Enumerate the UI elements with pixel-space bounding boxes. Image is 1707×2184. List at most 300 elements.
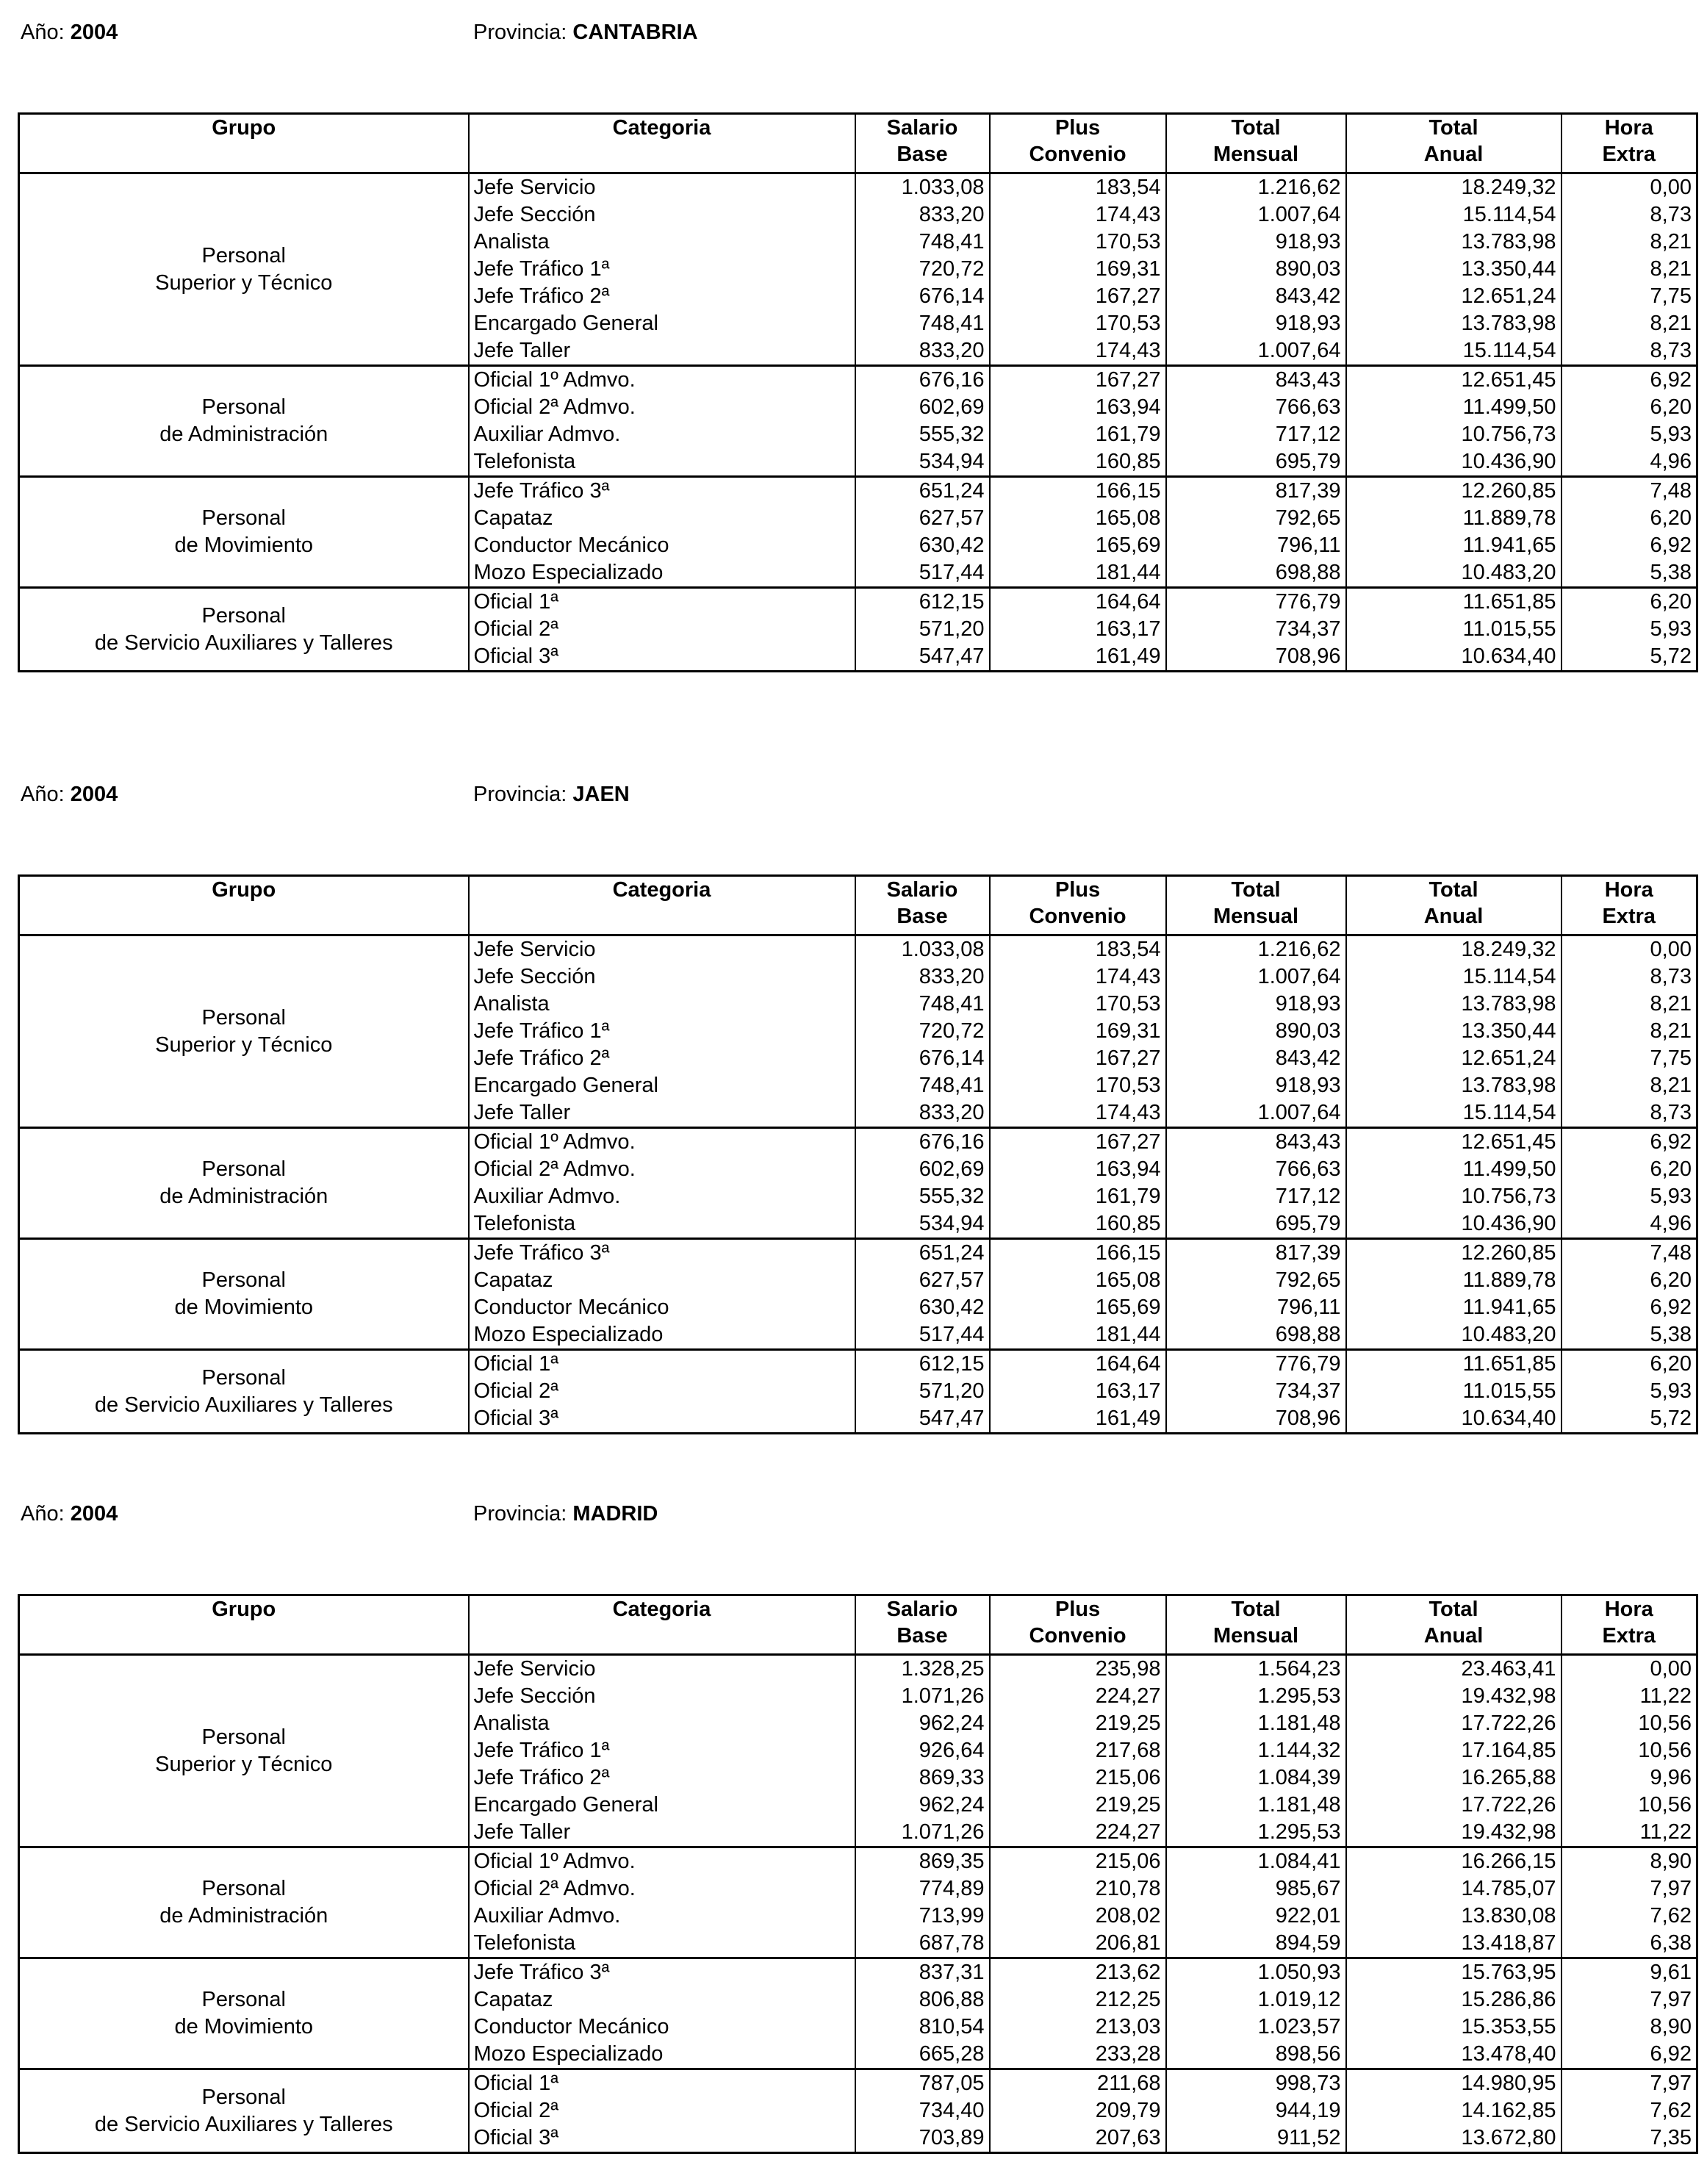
value-cell-sb: 833,20	[855, 1099, 990, 1128]
value-cell-ta: 15.114,54	[1346, 201, 1562, 229]
category-cell: Auxiliar Admvo.	[473, 1185, 621, 1208]
value-cell-tm: 1.181,48	[1166, 1792, 1346, 1819]
value-cell-pc: 167,27	[990, 1128, 1166, 1157]
value-cell-tm: 817,39	[1166, 1239, 1346, 1268]
category-cell: Oficial 2ª Admvo.	[473, 1877, 636, 1900]
value-cell-tm: 918,93	[1166, 229, 1346, 256]
value-cell-ta: 15.114,54	[1346, 963, 1562, 991]
value-cell-ta: 19.432,98	[1346, 1819, 1562, 1847]
year-value: 2004	[70, 1502, 118, 1526]
value-cell-he: 5,38	[1562, 559, 1697, 588]
value-cell-tm: 843,42	[1166, 283, 1346, 310]
value-cell-tm: 843,43	[1166, 1128, 1346, 1157]
value-cell-pc: 170,53	[990, 991, 1166, 1018]
category-cell: Encargado General	[473, 1074, 658, 1097]
value-cell-sb: 517,44	[855, 559, 990, 588]
value-cell-pc: 165,69	[990, 532, 1166, 559]
value-cell-ta: 17.164,85	[1346, 1737, 1562, 1764]
column-header	[1346, 1595, 1562, 1655]
group-cell	[19, 588, 469, 672]
value-cell-tm: 766,63	[1166, 1156, 1346, 1183]
value-cell-ta: 11.015,55	[1346, 1378, 1562, 1405]
table-row	[19, 1239, 1697, 1268]
value-cell-pc: 163,17	[990, 1378, 1166, 1405]
value-cell-pc: 224,27	[990, 1819, 1166, 1847]
column-header-line2: Extra	[1602, 905, 1656, 928]
value-cell-pc: 170,53	[990, 229, 1166, 256]
value-cell-he: 0,00	[1562, 935, 1697, 964]
value-cell-tm: 1.019,12	[1166, 1986, 1346, 2014]
value-cell-sb: 676,16	[855, 1128, 990, 1157]
group-name-line1: Personal	[201, 1365, 286, 1390]
value-cell-he: 7,75	[1562, 283, 1697, 310]
category-cell: Telefonista	[473, 1212, 576, 1235]
category-cell: Jefe Taller	[473, 339, 571, 362]
column-header	[469, 876, 855, 935]
category-cell: Jefe Tráfico 3ª	[469, 1958, 855, 1987]
value-cell-he: 5,72	[1562, 1405, 1697, 1434]
value-cell-he: 7,48	[1562, 477, 1697, 506]
value-cell-ta: 10.436,90	[1346, 1210, 1562, 1239]
value-cell-sb: 962,24	[855, 1710, 990, 1737]
column-header-line1: Total	[1429, 1598, 1478, 1621]
group-cell	[19, 1655, 469, 1847]
value-cell-pc: 170,53	[990, 310, 1166, 337]
category-cell: Jefe Servicio	[469, 173, 855, 202]
value-cell-pc: 206,81	[990, 1930, 1166, 1958]
table-row	[19, 173, 1697, 202]
value-cell-ta: 18.249,32	[1346, 935, 1562, 964]
value-cell-tm: 792,65	[1166, 1267, 1346, 1294]
group-name-line2: de Servicio Auxiliares y Talleres	[94, 1393, 393, 1417]
value-cell-tm: 796,11	[1166, 532, 1346, 559]
value-cell-sb: 833,20	[855, 201, 990, 229]
value-cell-pc: 233,28	[990, 2041, 1166, 2069]
value-cell-sb: 602,69	[855, 394, 990, 421]
value-cell-tm: 776,79	[1166, 588, 1346, 617]
group-name-line1: Personal	[201, 1877, 286, 1900]
category-cell: Jefe Tráfico 3ª	[469, 477, 855, 506]
column-header-line1: Plus	[1054, 878, 1101, 902]
table-row	[19, 935, 1697, 964]
column-header-line1: Plus	[1054, 116, 1101, 140]
value-cell-he: 6,92	[1562, 532, 1697, 559]
value-cell-pc: 161,49	[990, 1405, 1166, 1434]
value-cell-ta: 11.015,55	[1346, 616, 1562, 643]
table-row	[19, 366, 1697, 395]
value-cell-tm: 890,03	[1166, 1018, 1346, 1045]
column-header-line1: Grupo	[212, 116, 276, 140]
value-cell-tm: 1.007,64	[1166, 337, 1346, 366]
value-cell-ta: 13.418,87	[1346, 1930, 1562, 1958]
category-cell: Oficial 2ª	[473, 1379, 558, 1403]
value-cell-he: 6,20	[1562, 394, 1697, 421]
section-header	[0, 783, 1707, 812]
category-cell: Oficial 3ª	[473, 644, 558, 668]
value-cell-ta: 10.483,20	[1346, 559, 1562, 588]
value-cell-sb: 962,24	[855, 1792, 990, 1819]
value-cell-pc: 163,17	[990, 616, 1166, 643]
column-header-line2: Mensual	[1212, 1624, 1299, 1648]
value-cell-ta: 11.889,78	[1346, 505, 1562, 532]
category-cell: Conductor Mecánico	[473, 1296, 669, 1319]
year-field	[21, 21, 118, 45]
value-cell-pc: 183,54	[990, 173, 1166, 202]
value-cell-he: 8,73	[1562, 337, 1697, 366]
table-header-row	[19, 114, 1697, 173]
column-header-line1: Categoria	[612, 1598, 711, 1621]
group-name-line2: de Movimiento	[174, 1296, 314, 1319]
value-cell-he: 8,21	[1562, 991, 1697, 1018]
table-row	[19, 1847, 1697, 1876]
value-cell-pc: 165,08	[990, 1267, 1166, 1294]
value-cell-sb: 734,40	[855, 2097, 990, 2124]
value-cell-tm: 911,52	[1166, 2124, 1346, 2153]
value-cell-sb: 1.033,08	[855, 935, 990, 964]
value-cell-he: 4,96	[1562, 448, 1697, 477]
group-cell	[19, 1239, 469, 1350]
category-cell: Oficial 3ª	[473, 2126, 558, 2149]
column-header-line2: Convenio	[1029, 905, 1126, 928]
table-row	[19, 1958, 1697, 1987]
value-cell-ta: 10.756,73	[1346, 421, 1562, 448]
category-cell: Jefe Servicio	[469, 935, 855, 964]
value-cell-pc: 174,43	[990, 1099, 1166, 1128]
group-cell	[19, 1128, 469, 1239]
value-cell-pc: 161,79	[990, 421, 1166, 448]
value-cell-sb: 627,57	[855, 1267, 990, 1294]
value-cell-pc: 219,25	[990, 1710, 1166, 1737]
value-cell-he: 7,97	[1562, 2069, 1697, 2098]
value-cell-tm: 695,79	[1166, 1210, 1346, 1239]
value-cell-pc: 166,15	[990, 477, 1166, 506]
value-cell-sb: 571,20	[855, 616, 990, 643]
value-cell-pc: 217,68	[990, 1737, 1166, 1764]
value-cell-pc: 163,94	[990, 1156, 1166, 1183]
value-cell-pc: 212,25	[990, 1986, 1166, 2014]
column-header-line1: Plus	[1054, 1598, 1101, 1621]
value-cell-sb: 612,15	[855, 588, 990, 617]
value-cell-pc: 181,44	[990, 1321, 1166, 1350]
province-name: CANTABRIA	[572, 21, 698, 44]
category-cell: Jefe Sección	[473, 1684, 596, 1708]
value-cell-he: 8,21	[1562, 1072, 1697, 1099]
category-cell: Jefe Taller	[473, 1820, 571, 1844]
year-value: 2004	[70, 783, 118, 806]
value-cell-he: 5,93	[1562, 616, 1697, 643]
category-cell: Auxiliar Admvo.	[473, 423, 621, 446]
value-cell-tm: 918,93	[1166, 991, 1346, 1018]
value-cell-ta: 13.783,98	[1346, 229, 1562, 256]
value-cell-tm: 776,79	[1166, 1350, 1346, 1379]
value-cell-he: 0,00	[1562, 1655, 1697, 1684]
group-name-line1: Personal	[201, 1268, 286, 1292]
column-header-line1: Grupo	[212, 878, 276, 902]
value-cell-ta: 14.162,85	[1346, 2097, 1562, 2124]
value-cell-ta: 12.651,24	[1346, 1045, 1562, 1072]
year-label: Año:	[21, 783, 65, 806]
value-cell-sb: 806,88	[855, 1986, 990, 2014]
category-cell: Analista	[473, 230, 550, 254]
value-cell-he: 10,56	[1562, 1737, 1697, 1764]
category-cell: Oficial 2ª	[473, 617, 558, 641]
group-name-line2: Superior y Técnico	[155, 1752, 333, 1776]
group-name-line1: Personal	[201, 2085, 286, 2109]
value-cell-sb: 602,69	[855, 1156, 990, 1183]
column-header-line1: Hora	[1604, 878, 1653, 902]
category-cell: Encargado General	[473, 312, 658, 335]
year-label: Año:	[21, 21, 65, 44]
value-cell-ta: 19.432,98	[1346, 1683, 1562, 1710]
value-cell-sb: 676,14	[855, 1045, 990, 1072]
value-cell-pc: 165,08	[990, 505, 1166, 532]
value-cell-tm: 717,12	[1166, 421, 1346, 448]
table-row	[19, 2069, 1697, 2098]
value-cell-pc: 213,03	[990, 2014, 1166, 2041]
group-name-line2: de Movimiento	[174, 2015, 314, 2038]
value-cell-he: 7,62	[1562, 2097, 1697, 2124]
value-cell-ta: 15.114,54	[1346, 1099, 1562, 1128]
value-cell-he: 8,90	[1562, 1847, 1697, 1876]
value-cell-he: 8,73	[1562, 963, 1697, 991]
value-cell-pc: 235,98	[990, 1655, 1166, 1684]
value-cell-he: 11,22	[1562, 1819, 1697, 1847]
salary-table	[18, 874, 1698, 1434]
column-header	[1166, 114, 1346, 173]
table-row	[19, 1655, 1697, 1684]
value-cell-he: 10,56	[1562, 1792, 1697, 1819]
value-cell-he: 7,75	[1562, 1045, 1697, 1072]
value-cell-sb: 651,24	[855, 1239, 990, 1268]
value-cell-sb: 676,16	[855, 366, 990, 395]
value-cell-pc: 208,02	[990, 1903, 1166, 1930]
value-cell-pc: 174,43	[990, 963, 1166, 991]
value-cell-sb: 720,72	[855, 1018, 990, 1045]
group-name-line2: de Servicio Auxiliares y Talleres	[94, 631, 393, 655]
value-cell-he: 6,20	[1562, 1156, 1697, 1183]
column-header	[19, 876, 469, 935]
value-cell-ta: 11.499,50	[1346, 394, 1562, 421]
value-cell-sb: 837,31	[855, 1958, 990, 1987]
column-header	[1166, 876, 1346, 935]
value-cell-ta: 13.478,40	[1346, 2041, 1562, 2069]
value-cell-ta: 14.980,95	[1346, 2069, 1562, 2098]
value-cell-he: 6,20	[1562, 588, 1697, 617]
category-cell: Oficial 2ª Admvo.	[473, 1157, 636, 1181]
column-header	[1562, 876, 1697, 935]
province-label: Provincia:	[473, 21, 567, 44]
value-cell-pc: 174,43	[990, 337, 1166, 366]
value-cell-sb: 1.071,26	[855, 1683, 990, 1710]
year-value: 2004	[70, 21, 118, 44]
value-cell-pc: 167,27	[990, 1045, 1166, 1072]
value-cell-ta: 13.783,98	[1346, 991, 1562, 1018]
value-cell-tm: 843,43	[1166, 366, 1346, 395]
value-cell-tm: 998,73	[1166, 2069, 1346, 2098]
value-cell-he: 5,93	[1562, 421, 1697, 448]
value-cell-pc: 209,79	[990, 2097, 1166, 2124]
value-cell-tm: 843,42	[1166, 1045, 1346, 1072]
category-cell: Mozo Especializado	[473, 2042, 664, 2066]
value-cell-sb: 517,44	[855, 1321, 990, 1350]
group-name-line2: de Administración	[159, 423, 328, 446]
value-cell-ta: 15.353,55	[1346, 2014, 1562, 2041]
value-cell-ta: 13.783,98	[1346, 310, 1562, 337]
province-label: Provincia:	[473, 1502, 567, 1526]
value-cell-he: 7,62	[1562, 1903, 1697, 1930]
value-cell-tm: 985,67	[1166, 1875, 1346, 1903]
value-cell-tm: 1.050,93	[1166, 1958, 1346, 1987]
value-cell-ta: 12.651,24	[1346, 283, 1562, 310]
group-cell	[19, 1847, 469, 1958]
category-cell: Jefe Tráfico 2ª	[473, 284, 610, 308]
column-header	[1562, 114, 1697, 173]
value-cell-tm: 695,79	[1166, 448, 1346, 477]
value-cell-he: 8,21	[1562, 256, 1697, 283]
value-cell-ta: 12.260,85	[1346, 1239, 1562, 1268]
column-header-line1: Total	[1429, 116, 1478, 140]
province-field	[473, 1502, 658, 1526]
value-cell-pc: 160,85	[990, 1210, 1166, 1239]
value-cell-he: 5,72	[1562, 643, 1697, 672]
group-name-line2: de Administración	[159, 1185, 328, 1208]
value-cell-tm: 1.216,62	[1166, 173, 1346, 202]
value-cell-pc: 166,15	[990, 1239, 1166, 1268]
column-header-line1: Salario	[886, 116, 958, 140]
column-header-line1: Grupo	[212, 1598, 276, 1621]
category-cell: Oficial 1ª	[469, 588, 855, 617]
value-cell-tm: 898,56	[1166, 2041, 1346, 2069]
column-header-line1: Total	[1231, 878, 1281, 902]
value-cell-ta: 23.463,41	[1346, 1655, 1562, 1684]
group-name-line1: Personal	[201, 395, 286, 419]
category-cell: Capataz	[473, 1988, 553, 2011]
category-cell: Jefe Tráfico 3ª	[469, 1239, 855, 1268]
value-cell-tm: 1.007,64	[1166, 963, 1346, 991]
value-cell-ta: 18.249,32	[1346, 173, 1562, 202]
category-cell: Mozo Especializado	[473, 561, 664, 584]
value-cell-sb: 555,32	[855, 1183, 990, 1210]
value-cell-tm: 1.564,23	[1166, 1655, 1346, 1684]
province-label: Provincia:	[473, 783, 567, 806]
category-cell: Jefe Tráfico 1ª	[473, 1739, 610, 1762]
value-cell-he: 4,96	[1562, 1210, 1697, 1239]
column-header-line1: Total	[1231, 1598, 1281, 1621]
year-label: Año:	[21, 1502, 65, 1526]
value-cell-ta: 10.634,40	[1346, 643, 1562, 672]
value-cell-tm: 890,03	[1166, 256, 1346, 283]
value-cell-he: 10,56	[1562, 1710, 1697, 1737]
value-cell-ta: 13.350,44	[1346, 1018, 1562, 1045]
value-cell-ta: 11.941,65	[1346, 1294, 1562, 1321]
value-cell-sb: 703,89	[855, 2124, 990, 2153]
value-cell-sb: 720,72	[855, 256, 990, 283]
value-cell-sb: 555,32	[855, 421, 990, 448]
value-cell-tm: 1.216,62	[1166, 935, 1346, 964]
value-cell-ta: 11.651,85	[1346, 1350, 1562, 1379]
value-cell-tm: 817,39	[1166, 477, 1346, 506]
value-cell-he: 6,92	[1562, 1128, 1697, 1157]
section-header	[0, 21, 1707, 50]
value-cell-pc: 210,78	[990, 1875, 1166, 1903]
value-cell-pc: 160,85	[990, 448, 1166, 477]
value-cell-sb: 534,94	[855, 448, 990, 477]
value-cell-sb: 926,64	[855, 1737, 990, 1764]
category-cell: Mozo Especializado	[473, 1323, 664, 1346]
value-cell-ta: 13.350,44	[1346, 256, 1562, 283]
province-field	[473, 783, 630, 807]
value-cell-sb: 713,99	[855, 1903, 990, 1930]
value-cell-pc: 213,62	[990, 1958, 1166, 1987]
value-cell-sb: 630,42	[855, 1294, 990, 1321]
value-cell-pc: 167,27	[990, 366, 1166, 395]
value-cell-pc: 170,53	[990, 1072, 1166, 1099]
value-cell-he: 8,73	[1562, 1099, 1697, 1128]
category-cell: Analista	[473, 992, 550, 1016]
value-cell-he: 6,92	[1562, 2041, 1697, 2069]
column-header	[469, 1595, 855, 1655]
category-cell: Oficial 1º Admvo.	[469, 366, 855, 395]
column-header-line1: Total	[1231, 116, 1281, 140]
category-cell: Oficial 1ª	[469, 1350, 855, 1379]
column-header-line1: Hora	[1604, 116, 1653, 140]
value-cell-sb: 869,35	[855, 1847, 990, 1876]
value-cell-sb: 665,28	[855, 2041, 990, 2069]
value-cell-ta: 12.260,85	[1346, 477, 1562, 506]
value-cell-pc: 211,68	[990, 2069, 1166, 2098]
value-cell-he: 6,92	[1562, 366, 1697, 395]
value-cell-pc: 164,64	[990, 1350, 1166, 1379]
value-cell-tm: 698,88	[1166, 559, 1346, 588]
salary-table	[18, 112, 1698, 672]
value-cell-pc: 207,63	[990, 2124, 1166, 2153]
table-row	[19, 1350, 1697, 1379]
column-header-line2: Extra	[1602, 1624, 1656, 1648]
category-cell: Jefe Sección	[473, 965, 596, 988]
value-cell-ta: 15.114,54	[1346, 337, 1562, 366]
value-cell-ta: 11.651,85	[1346, 588, 1562, 617]
value-cell-ta: 16.265,88	[1346, 1764, 1562, 1792]
value-cell-pc: 174,43	[990, 201, 1166, 229]
category-cell: Oficial 1º Admvo.	[469, 1847, 855, 1876]
value-cell-he: 7,35	[1562, 2124, 1697, 2153]
value-cell-sb: 1.033,08	[855, 173, 990, 202]
column-header-line1: Categoria	[612, 116, 711, 140]
category-cell: Jefe Tráfico 1ª	[473, 1019, 610, 1043]
salary-table	[18, 1594, 1698, 2154]
column-header	[855, 114, 990, 173]
value-cell-sb: 651,24	[855, 477, 990, 506]
column-header	[990, 114, 1166, 173]
column-header	[19, 1595, 469, 1655]
value-cell-sb: 833,20	[855, 963, 990, 991]
value-cell-he: 5,93	[1562, 1183, 1697, 1210]
group-cell	[19, 1350, 469, 1434]
year-field	[21, 783, 118, 807]
group-name-line1: Personal	[201, 506, 286, 530]
value-cell-tm: 708,96	[1166, 1405, 1346, 1434]
value-cell-he: 5,93	[1562, 1378, 1697, 1405]
column-header-line2: Anual	[1423, 143, 1484, 166]
value-cell-tm: 944,19	[1166, 2097, 1346, 2124]
column-header	[1562, 1595, 1697, 1655]
value-cell-sb: 810,54	[855, 2014, 990, 2041]
category-cell: Jefe Tráfico 2ª	[473, 1046, 610, 1070]
table-row	[19, 588, 1697, 617]
value-cell-sb: 787,05	[855, 2069, 990, 2098]
value-cell-sb: 534,94	[855, 1210, 990, 1239]
value-cell-he: 6,38	[1562, 1930, 1697, 1958]
